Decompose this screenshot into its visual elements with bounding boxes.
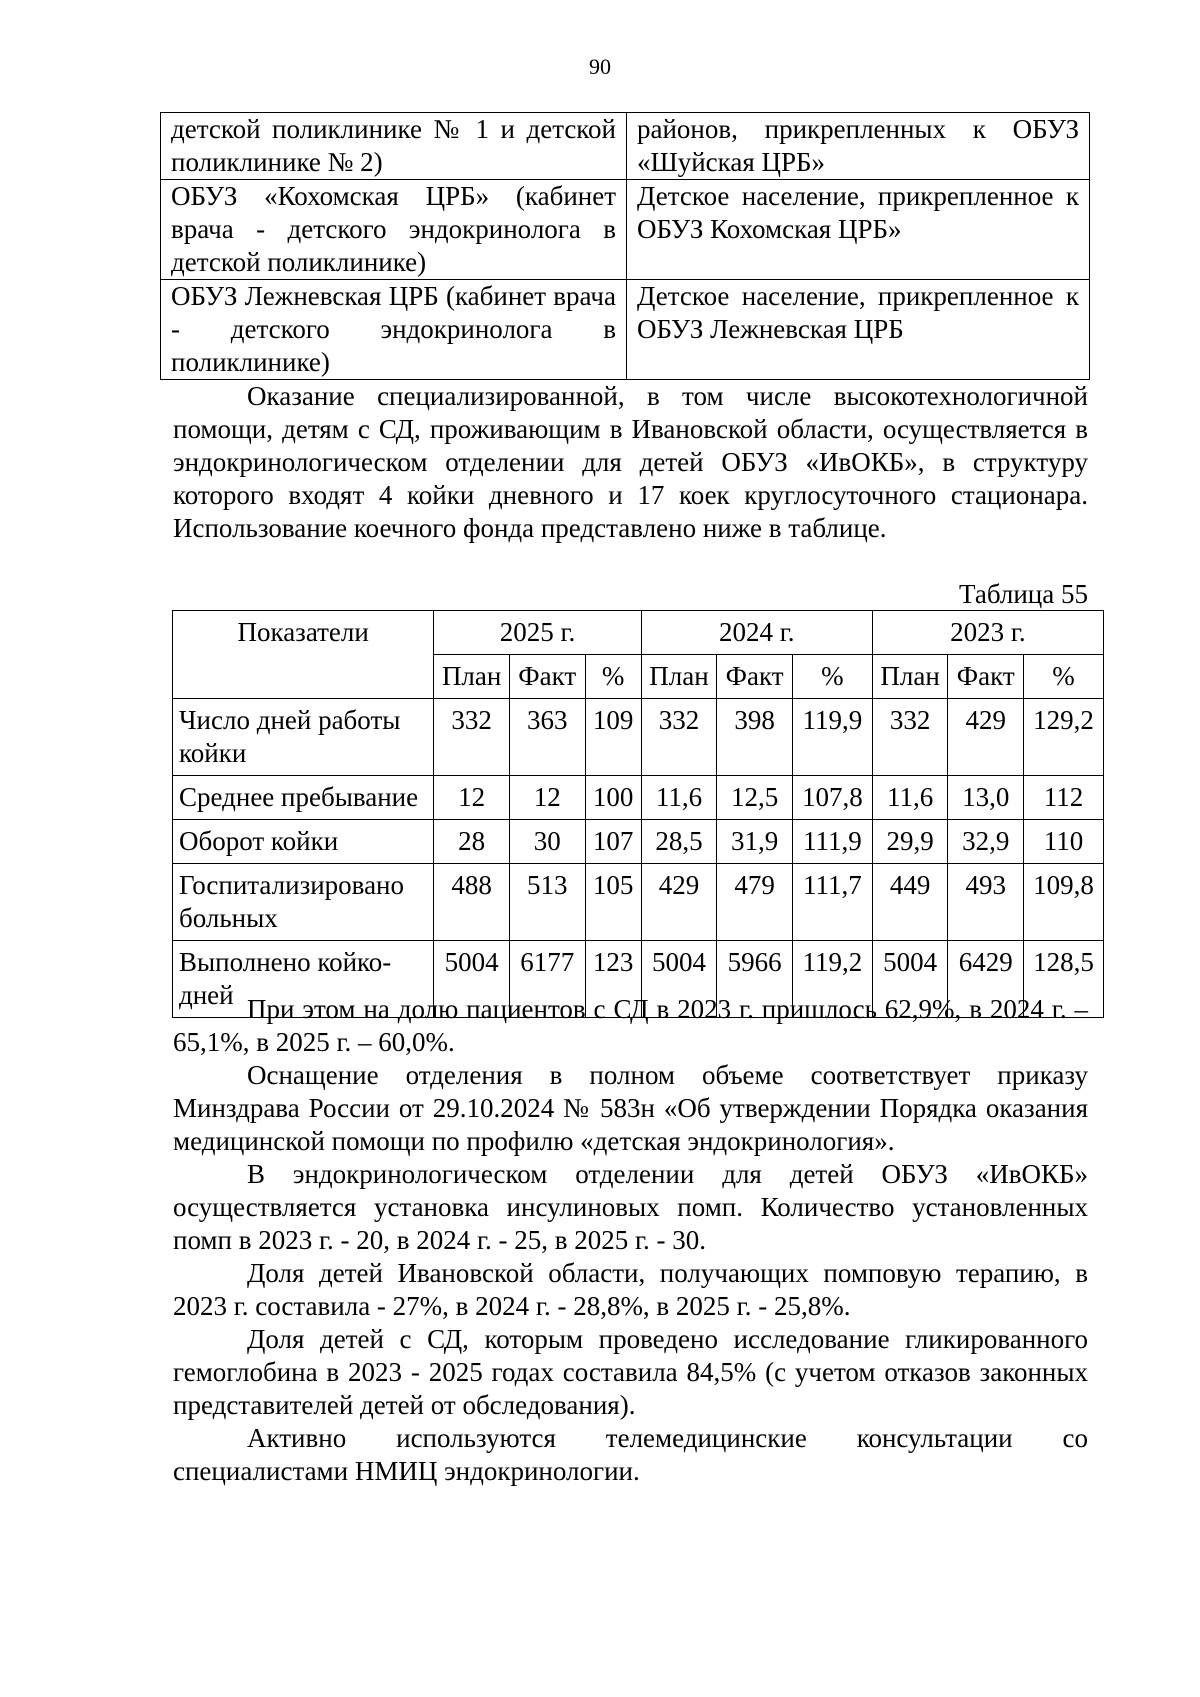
paragraph: Доля детей Ивановской области, получающих помповую терапию, в 2023 г. составила - 27%, в 2024 г. - 28,8%, в 2025 г. - 25,8%.	[173, 1258, 1088, 1321]
table-cell: Детское население, прикрепленное к ОБУЗ Кохомская ЦРБ»	[627, 180, 1090, 280]
table-cell: 111,9	[792, 820, 872, 864]
table-cell: ОБУЗ «Кохомская ЦРБ» (кабинет врача - детского эндокринолога в детской поликлинике)	[161, 180, 627, 280]
table-cell: 5966	[717, 941, 793, 1018]
table-cell: 488	[434, 864, 510, 941]
table-cell: 119,9	[792, 699, 872, 776]
subheader-percent: %	[792, 655, 872, 699]
table-cell: 479	[717, 864, 793, 941]
table-cell: 332	[872, 699, 948, 776]
table-cell: 109	[585, 699, 641, 776]
table-cell: 30	[509, 820, 585, 864]
header-indicator: Показатели	[173, 611, 434, 699]
table-cell: 28	[434, 820, 510, 864]
subheader-fact: Факт	[509, 655, 585, 699]
table-cell: 429	[948, 699, 1024, 776]
table-cell: 119,2	[792, 941, 872, 1018]
bed-fund-table	[172, 610, 1104, 1018]
paragraph: Активно используются телемедицинские консультации со специалистами НМИЦ эндокринологии.	[173, 1423, 1088, 1486]
table-cell: 123	[585, 941, 641, 1018]
table-row	[173, 820, 1104, 864]
table-cell: 111,7	[792, 864, 872, 941]
table-cell: 332	[641, 699, 717, 776]
table-cell: детской поликлинике № 1 и детской поликлинике № 2)	[161, 113, 627, 180]
paragraph: Доля детей с СД, которым проведено исследование гликированного гемоглобина в 2023 - 2025 годах составила 84,5% (с учетом отказов законных представителей детей от обследования).	[173, 1324, 1088, 1420]
table-cell: 5004	[434, 941, 510, 1018]
subheader-percent: %	[585, 655, 641, 699]
table-cell: 332	[434, 699, 510, 776]
table-cell: 513	[509, 864, 585, 941]
table-row	[173, 699, 1104, 776]
paragraph: При этом на долю пациентов с СД в 2023 г. пришлось 62,9%, в 2024 г. – 65,1%, в 2025 г. – 60,0%.	[173, 994, 1088, 1057]
table-cell: 11,6	[641, 776, 717, 820]
table-cell: 429	[641, 864, 717, 941]
table-row	[161, 180, 1090, 280]
table-cell: 5004	[641, 941, 717, 1018]
table-cell: 32,9	[948, 820, 1024, 864]
paragraph: В эндокринологическом отделении для детей ОБУЗ «ИвОКБ» осуществляется установка инсулиновых помп. Количество установленных помп в 2023 г. - 20, в 2024 г. - 25, в 2025 г. - 30.	[173, 1159, 1088, 1255]
table-row	[161, 113, 1090, 180]
table-cell: 107,8	[792, 776, 872, 820]
table-cell: 12	[434, 776, 510, 820]
table-cell: 398	[717, 699, 793, 776]
table-cell: 13,0	[948, 776, 1024, 820]
table-cell: районов, прикрепленных к ОБУЗ «Шуйская ЦРБ»	[627, 113, 1090, 180]
table-cell: Детское население, прикрепленное к ОБУЗ Лежневская ЦРБ	[627, 280, 1090, 380]
paragraph: Оснащение отделения в полном объеме соответствует приказу Минздрава России от 29.10.2024 № 583н «Об утверждении Порядка оказания медицинской помощи по профилю «детская эндокринология».	[173, 1060, 1088, 1156]
subheader-plan: План	[434, 655, 510, 699]
table-cell: 12	[509, 776, 585, 820]
table-cell: 363	[509, 699, 585, 776]
header-year: 2025 г.	[434, 611, 641, 655]
row-label: Выполнено койко-дней	[173, 941, 434, 1018]
table-cell: 110	[1024, 820, 1104, 864]
table-cell: 112	[1024, 776, 1104, 820]
subheader-plan: План	[641, 655, 717, 699]
row-label: Оборот койки	[173, 820, 434, 864]
table-header-row	[173, 611, 1104, 655]
page-number: 90	[589, 54, 611, 79]
table-cell: 6177	[509, 941, 585, 1018]
table-cell: 107	[585, 820, 641, 864]
table-cell: 128,5	[1024, 941, 1104, 1018]
table-row	[173, 864, 1104, 941]
subheader-plan: План	[872, 655, 948, 699]
table-cell: 100	[585, 776, 641, 820]
table-cell: 105	[585, 864, 641, 941]
continuation-table	[160, 112, 1090, 380]
table-cell: 12,5	[717, 776, 793, 820]
table-cell: 449	[872, 864, 948, 941]
row-label: Среднее пребывание	[173, 776, 434, 820]
header-year: 2023 г.	[872, 611, 1103, 655]
table-row	[161, 280, 1090, 380]
subheader-fact: Факт	[717, 655, 793, 699]
table-cell: 5004	[872, 941, 948, 1018]
table-cell: 109,8	[1024, 864, 1104, 941]
row-label: Число дней работы койки	[173, 699, 434, 776]
header-year: 2024 г.	[641, 611, 872, 655]
subheader-percent: %	[1024, 655, 1104, 699]
table-cell: ОБУЗ Лежневская ЦРБ (кабинет врача - детского эндокринолога в поликлинике)	[161, 280, 627, 380]
table-cell: 28,5	[641, 820, 717, 864]
table-cell: 11,6	[872, 776, 948, 820]
table-row	[173, 776, 1104, 820]
table-cell: 493	[948, 864, 1024, 941]
table-caption: Таблица 55	[959, 579, 1088, 609]
intro-paragraph: Оказание специализированной, в том числе высокотехнологичной помощи, детям с СД, проживающим в Ивановской области, осуществляется в эндокринологическом отделении для детей ОБУЗ «ИвОКБ», в структуру которого входят 4 койки дневного и 17 коек круглосуточного стационара. Использование коечного фонда представлено ниже в таблице.	[173, 381, 1088, 543]
table-cell: 31,9	[717, 820, 793, 864]
table-cell: 129,2	[1024, 699, 1104, 776]
subheader-fact: Факт	[948, 655, 1024, 699]
row-label: Госпитализировано больных	[173, 864, 434, 941]
table-cell: 6429	[948, 941, 1024, 1018]
table-cell: 29,9	[872, 820, 948, 864]
